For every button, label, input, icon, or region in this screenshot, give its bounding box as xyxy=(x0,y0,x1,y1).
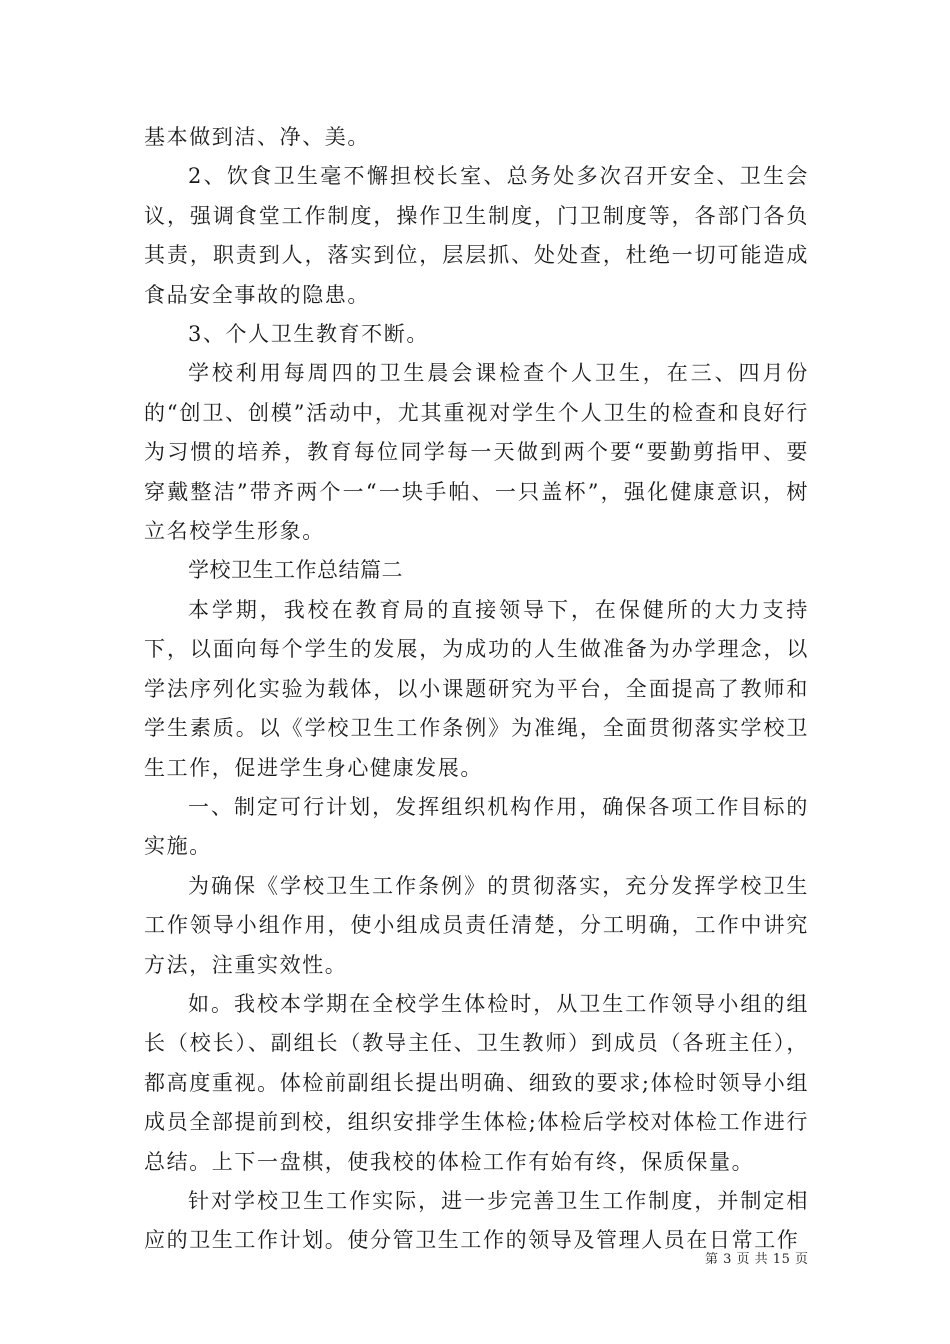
paragraph-personal-hygiene-heading: 3、个人卫生教育不断。 xyxy=(188,322,429,347)
paragraph-section-one-heading: 一、制定可行计划，发挥组织机构作用，确保各项工作目标的实施。 xyxy=(144,794,809,859)
document-body xyxy=(144,118,809,1261)
paragraph-continuation: 基本做到洁、净、美。 xyxy=(144,125,370,149)
page-number: 第 3 页 共 15 页 xyxy=(705,1252,809,1267)
paragraph-intro: 本学期，我校在教育局的直接领导下，在保健所的大力支持下，以面向每个学生的发展，为成功的人生做准备为办学理念，以学法序列化实验为载体，以小课题研究为平台，全面提高了教师和学生素质。以《学校卫生工作条例》为准绳，全面贯彻落实学校卫生工作，促进学生身心健康发展。 xyxy=(144,597,809,780)
paragraph-regulation: 为确保《学校卫生工作条例》的贯彻落实，充分发挥学校卫生工作领导小组作用，使小组成员责任清楚，分工明确，工作中讲究方法，注重实效性。 xyxy=(144,873,809,977)
paragraph-physical-exam: 如。我校本学期在全校学生体检时，从卫生工作领导小组的组长（校长）、副组长（教导主任、卫生教师）到成员（各班主任），都高度重视。体检前副组长提出明确、细致的要求;体检时领导小组成员全部提前到校，组织安排学生体检;体检后学校对体检工作进行总结。上下一盘棋，使我校的体检工作有始有终，保质保量。 xyxy=(144,991,809,1174)
paragraph-work-plan: 针对学校卫生工作实际，进一步完善卫生工作制度，并制定相应的卫生工作计划。使分管卫生工作的领导及管理人员在日常工作 xyxy=(144,1188,809,1253)
section-title: 学校卫生工作总结篇二 xyxy=(188,558,403,583)
paragraph-personal-hygiene: 学校利用每周四的卫生晨会课检查个人卫生，在三、四月份的“创卫、创模”活动中，尤其重视对学生个人卫生的检查和良好行为习惯的培养，教育每位同学每一天做到两个要“要勤剪指甲、要穿戴整洁”带齐两个一“一块手帕、一只盖杯”，强化健康意识，树立名校学生形象。 xyxy=(144,361,809,544)
paragraph-food-hygiene: 2、饮食卫生毫不懈担校长室、总务处多次召开安全、卫生会议，强调食堂工作制度，操作卫生制度，门卫制度等，各部门各负其责，职责到人，落实到位，层层抓、处处查，杜绝一切可能造成食品安全事故的隐患。 xyxy=(144,164,809,307)
